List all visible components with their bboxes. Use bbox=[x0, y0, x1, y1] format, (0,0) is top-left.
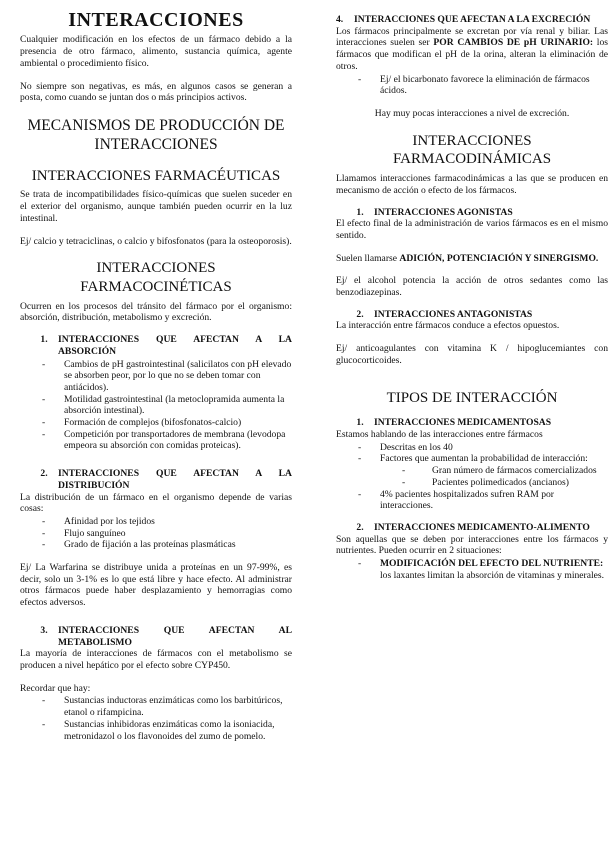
farmaceuticas-text: Se trata de incompatibilidades físico-químicas que suelen suceder en el exterior del organismo, aunque también pueden ocurrir en la luz intestinal. bbox=[20, 189, 292, 224]
medicamentosas-text: Estamos hablando de las interacciones entre fármacos bbox=[336, 429, 543, 441]
farmacodinamicas-heading: INTERACCIONES FARMACODINÁMICAS bbox=[392, 132, 552, 168]
farmaceuticas-heading: INTERACCIONES FARMACÉUTICAS bbox=[31, 167, 281, 184]
absorcion-heading bbox=[20, 334, 292, 357]
section-number: 2. bbox=[40, 468, 48, 480]
section-number: 2. bbox=[356, 521, 364, 533]
farmacodinamicas-text: Llamamos interacciones farmacodinámicas a las que se producen en mecanismo de acción o efecto de los fármacos. bbox=[336, 173, 608, 196]
farmaceuticas-example: Ej/ calcio y tetraciclinas, o calcio y bifosfonatos (para la osteoporosis). bbox=[20, 235, 292, 247]
list-item: - Motilidad gastrointestinal (la metoclopramida aumenta la absorción intestinal). bbox=[42, 394, 292, 417]
list-item: - Competición por transportadores de membrana (levodopa empeora su absorción con comidas proteicas). bbox=[42, 429, 292, 452]
intro-paragraph: Cualquier modificación en los efectos de un fármaco debido a la presencia de otro fármaco, alimento, sustancia química, agente ambiental o procedimiento físico. bbox=[20, 34, 292, 69]
farmacocineticas-text: Ocurren en los procesos del tránsito del fármaco por el organismo: absorción, distribución, metabolismo y excreción. bbox=[20, 300, 292, 324]
excrecion-list bbox=[336, 74, 608, 97]
list-item bbox=[358, 558, 608, 581]
list-item: - Cambios de pH gastrointestinal (salicilatos con pH elevado se absorben peor, por lo que no se deben tomar con antiácidos). bbox=[42, 359, 292, 394]
left-column bbox=[20, 6, 292, 742]
distribucion-heading bbox=[20, 468, 292, 491]
intro-note: No siempre son negativas, es más, en algunos casos se generan a posta, como cuando se juntan dos o más principios activos. bbox=[20, 80, 292, 104]
metabolismo-list bbox=[20, 695, 292, 742]
section-title: INTERACCIONES ANTAGONISTAS bbox=[374, 308, 533, 320]
section-title: INTERACCIONES QUE AFECTAN A LA DISTRIBUCIÓN bbox=[58, 468, 292, 491]
antagonistas-heading bbox=[336, 309, 608, 321]
absorcion-list bbox=[20, 359, 292, 453]
medicamentosas-heading bbox=[336, 417, 608, 429]
distribucion-list bbox=[20, 516, 292, 551]
list-item: - Afinidad por los tejidos bbox=[42, 516, 292, 528]
section-number: 1. bbox=[356, 206, 364, 218]
agonistas-called-bold: ADICIÓN, POTENCIACIÓN Y SINERGISMO. bbox=[399, 252, 599, 264]
list-item bbox=[358, 453, 608, 488]
excrecion-heading bbox=[336, 14, 608, 26]
agonistas-called bbox=[336, 253, 608, 265]
metabolismo-heading bbox=[20, 625, 292, 648]
farmacocineticas-heading: INTERACCIONES FARMACOCINÉTICAS bbox=[80, 260, 232, 295]
section-title: INTERACCIONES MEDICAMENTOSAS bbox=[374, 417, 552, 429]
sub-list bbox=[380, 465, 608, 488]
section-number: 1. bbox=[356, 417, 364, 429]
agonistas-example: Ej/ el alcohol potencia la acción de otros sedantes como las benzodiazepinas. bbox=[336, 275, 608, 299]
sub-list-item: - Gran número de fármacos comercializados bbox=[402, 465, 608, 477]
list-item: - Ej/ el bicarbonato favorece la eliminación de fármacos ácidos. bbox=[358, 74, 608, 97]
list-item: - 4% pacientes hospitalizados sufren RAM por interacciones. bbox=[358, 489, 608, 512]
list-item-text: los laxantes limitan la absorción de vitaminas y minerales. bbox=[380, 569, 605, 581]
section-number: 1. bbox=[40, 334, 48, 346]
list-item: - Descritas en los 40 bbox=[358, 442, 608, 454]
section-number: 3. bbox=[40, 624, 48, 636]
section-title: INTERACCIONES QUE AFECTAN AL METABOLISMO bbox=[58, 624, 292, 648]
metabolismo-text: La mayoría de interacciones de fármacos con el metabolismo se producen a nivel hepático por el efecto sobre CYP450. bbox=[20, 648, 292, 671]
medicamento-alimento-heading bbox=[336, 522, 608, 534]
medicamentosas-list bbox=[336, 442, 608, 512]
list-item: - Sustancias inductoras enzimáticas como los barbitúricos, etanol o rifampicina. bbox=[42, 695, 292, 718]
antagonistas-text: La interacción entre fármacos conduce a efectos opuestos. bbox=[336, 320, 560, 332]
antagonistas-example: Ej/ anticoagulantes con vitamina K / hipoglucemiantes con glucocorticoides. bbox=[336, 343, 608, 366]
section-number: 2. bbox=[356, 308, 364, 320]
excrecion-text bbox=[336, 26, 608, 73]
excrecion-text-b: los fármacos que modifican el pH de la orina, alteran la eliminación de otros. bbox=[336, 37, 608, 72]
section-number: 4. bbox=[336, 14, 344, 25]
section-title: INTERACCIONES QUE AFECTAN A LA ABSORCIÓN bbox=[58, 334, 292, 357]
agonistas-heading bbox=[336, 207, 608, 219]
excrecion-text-a: Los fármacos principalmente se excretan por vía renal y biliar. Las interacciones suelen ser bbox=[336, 25, 608, 49]
right-column bbox=[336, 6, 608, 581]
section-title: INTERACCIONES AGONISTAS bbox=[374, 206, 513, 218]
sub-list-item: - Pacientes polimedicados (ancianos) bbox=[402, 477, 608, 489]
page-title: INTERACCIONES bbox=[68, 9, 244, 31]
medicamento-alimento-list bbox=[336, 558, 608, 581]
section-title: INTERACCIONES QUE AFECTAN A LA EXCRECIÓN bbox=[354, 14, 591, 25]
excrecion-text-bold: POR CAMBIOS DE pH URINARIO: bbox=[433, 37, 594, 49]
agonistas-text: El efecto final de la administración de varios fármacos es en el mismo sentido. bbox=[336, 218, 608, 241]
distribucion-text: La distribución de un fármaco en el organismo depende de varias cosas: bbox=[20, 491, 292, 515]
section-title: INTERACCIONES MEDICAMENTO-ALIMENTO bbox=[374, 521, 590, 533]
excrecion-note: Hay muy pocas interacciones a nivel de excreción. bbox=[374, 107, 570, 119]
agonistas-called-a: Suelen llamarse bbox=[336, 252, 400, 264]
list-item: - Flujo sanguíneo bbox=[42, 528, 292, 540]
list-item: - Formación de complejos (bifosfonatos-calcio) bbox=[42, 417, 292, 429]
metabolismo-recall: Recordar que hay: bbox=[20, 682, 91, 694]
tipos-heading: TIPOS DE INTERACCIÓN bbox=[386, 389, 558, 406]
medicamento-alimento-text: Son aquellas que se deben por interacciones entre los fármacos y nutrientes. Pueden ocurrir en 2 situaciones: bbox=[336, 533, 608, 557]
list-item: - Sustancias inhibidoras enzimáticas como la isoniacida, metronidazol o los flavonoides del zumo de pomelo. bbox=[42, 719, 292, 742]
list-item-bold: MODIFICACIÓN DEL EFECTO DEL NUTRIENTE: bbox=[380, 558, 604, 570]
mechanisms-heading: MECANISMOS DE PRODUCCIÓN DE INTERACCIONES bbox=[27, 116, 285, 154]
list-item: - Grado de fijación a las proteínas plasmáticas bbox=[42, 539, 292, 551]
distribucion-example: Ej/ La Warfarina se distribuye unida a proteínas en un 97-99%, es decir, solo un 3-1% es lo que está libre y hace efecto. Al administrar otros fármacos puede haber desplazamiento y hemorragias como efectos adversos. bbox=[20, 562, 292, 609]
list-item-text: Factores que aumentan la probabilidad de interacción: bbox=[380, 453, 588, 465]
